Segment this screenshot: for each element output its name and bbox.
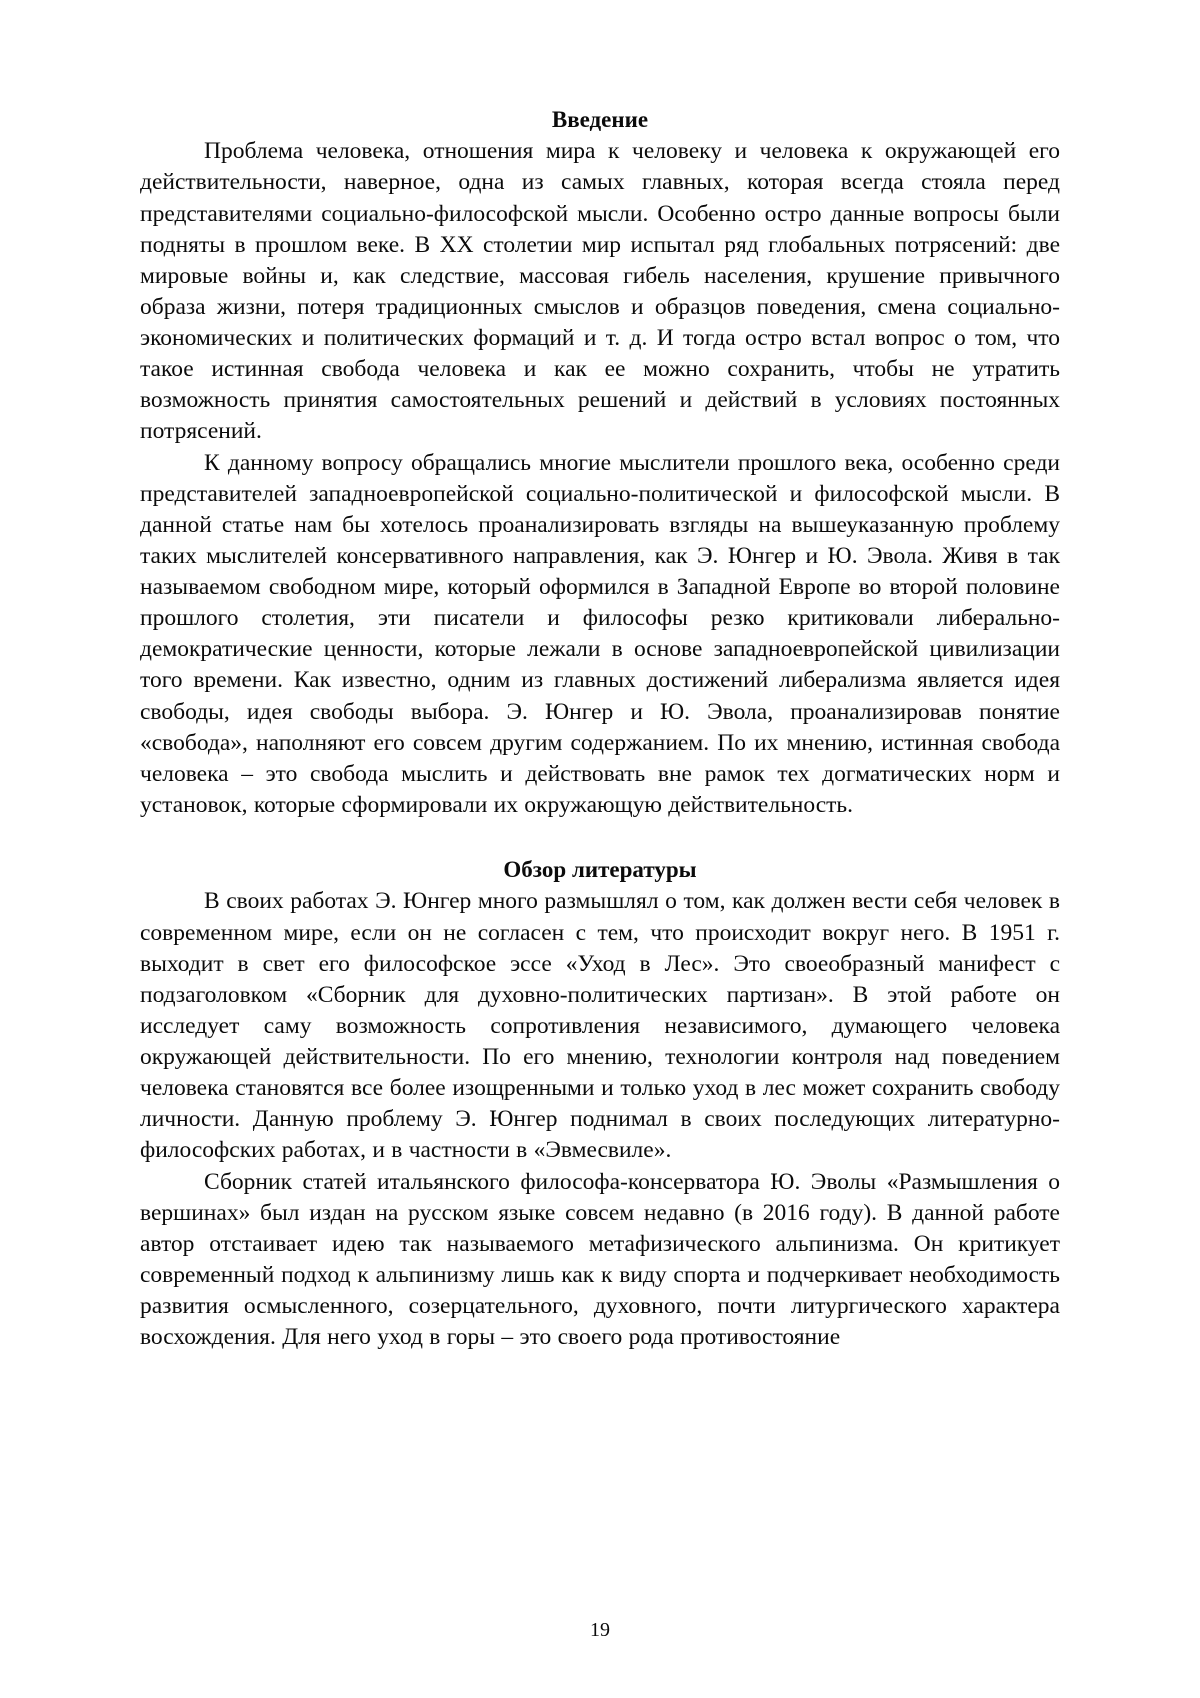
section-heading-introduction: Введение (551, 107, 649, 132)
paragraph: Проблема человека, отношения мира к человеку и человека к окружающей его действительности, наверное, одна из самых главных, которая всегда стояла перед представителями социально-философской мысли. Особенно остро данные вопросы были подняты в прошлом веке. В XX столетии мир испытал ряд глобальных потрясений: две мировые войны и, как следствие, массовая гибель населения, крушение привычного образа жизни, потеря традиционных смыслов и образцов поведения, смена социально-экономических и политических формаций и т. д. И тогда остро встал вопрос о том, что такое истинная свобода человека и как ее можно сохранить, чтобы не утратить возможность принятия самостоятельных решений и действий в условиях постоянных потрясений. (140, 138, 1060, 445)
page-number: 19 (590, 1619, 610, 1641)
paragraph: Сборник статей итальянского философа-консерватора Ю. Эволы «Размышления о вершинах» был издан на русском языке совсем недавно (в 2016 году). В данной работе автор отстаивает идею так называемого метафизического альпинизма. Он критикует современный подход к альпинизму лишь как к виду спорта и подчеркивает необходимость развития осмысленного, созерцательного, духовного, почти литургического характера восхождения. Для него уход в горы – это своего рода противостояние (140, 1168, 1060, 1351)
paragraph: В своих работах Э. Юнгер много размышлял о том, как должен вести себя человек в современном мире, если он не согласен с тем, что происходит вокруг него. В 1951 г. выходит в свет его философское эссе «Уход в Лес». Это своеобразный манифест с подзаголовком «Сборник для духовно-политических партизан». В этой работе он исследует саму возможность сопротивления независимого, думающего человека окружающей действительности. По его мнению, технологии контроля над поведением человека становятся все более изощренными и только уход в лес может сохранить свободу личности. Данную проблему Э. Юнгер поднимал в своих последующих литературно-философских работах, и в частности в «Эвмесвиле». (140, 888, 1060, 1164)
section-heading-literature-review: Обзор литературы (503, 857, 697, 883)
paragraph: К данному вопросу обращались многие мыслители прошлого века, особенно среди представителей западноевропейской социально-политической и философской мысли. В данной статье нам бы хотелось проанализировать взгляды на вышеуказанную проблему таких мыслителей консервативного направления, как Э. Юнгер и Ю. Эвола. Живя в так называемом свободном мире, который оформился в Западной Европе во второй половине прошлого столетия, эти писатели и философы резко критиковали либерально-демократические ценности, которые лежали в основе западноевропейской цивилизации того времени. Как известно, одним из главных достижений либерализма является идея свободы, идея свободы выбора. Э. Юнгер и Ю. Эвола, проанализировав понятие «свобода», наполняют его совсем другим содержанием. По их мнению, истинная свобода человека – это свобода мыслить и действовать вне рамок тех догматических норм и установок, которые сформировали их окружающую действительность. (140, 449, 1060, 818)
